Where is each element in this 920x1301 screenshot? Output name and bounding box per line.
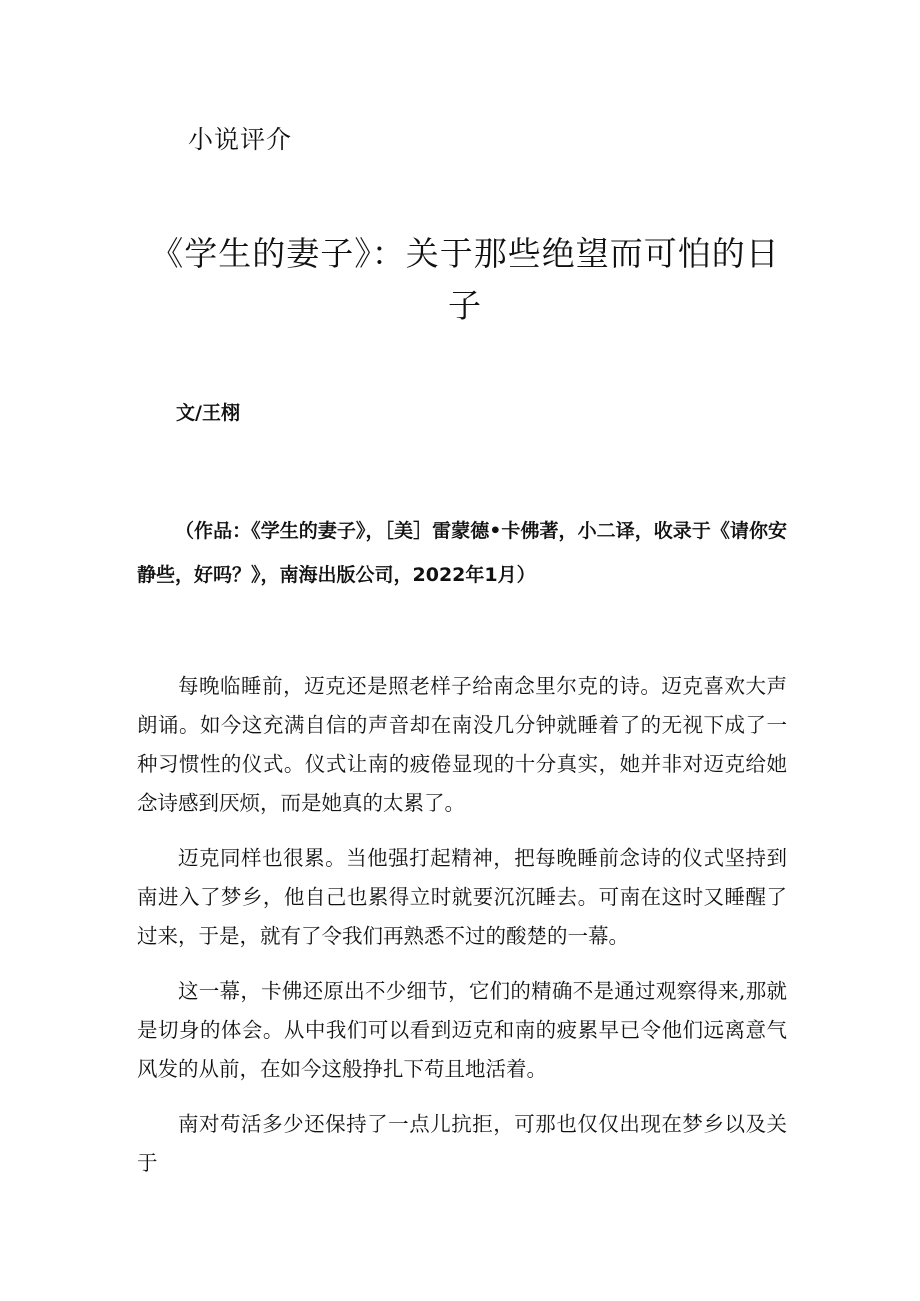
paragraph: 南对苟活多少还保持了一点儿抗拒，可那也仅仅出现在梦乡以及关于: [137, 1112, 787, 1175]
author-byline: 文/王栩: [176, 402, 240, 424]
article-title: 《学生的妻子》：关于那些绝望而可怕的日子: [150, 234, 780, 325]
section-label: 小说评介: [188, 125, 293, 154]
source-note: （作品：《学生的妻子》，［美］雷蒙德•卡佛著，小二译，收录于《请你安静些，好吗？》，南海出版公司，2022年1月）: [137, 520, 787, 586]
article-body: [137, 667, 787, 1199]
paragraph: 每晚临睡前，迈克还是照老样子给南念里尔克的诗。迈克喜欢大声朗诵。如今这充满自信的声音却在南没几分钟就睡着了的无视下成了一种习惯性的仪式。仪式让南的疲倦显现的十分真实，她并非对迈克给她念诗感到厌烦，而是她真的太累了。: [137, 674, 787, 815]
paragraph: 这一幕，卡佛还原出不少细节，它们的精确不是通过观察得来,那就是切身的体会。从中我们可以看到迈克和南的疲累早已令他们远离意气风发的从前，在如今这般挣扎下苟且地活着。: [137, 979, 787, 1081]
paragraph: 迈克同样也很累。当他强打起精神，把每晚睡前念诗的仪式坚持到南进入了梦乡，他自己也累得立时就要沉沉睡去。可南在这时又睡醒了过来，于是，就有了令我们再熟悉不过的酸楚的一幕。: [137, 846, 787, 948]
